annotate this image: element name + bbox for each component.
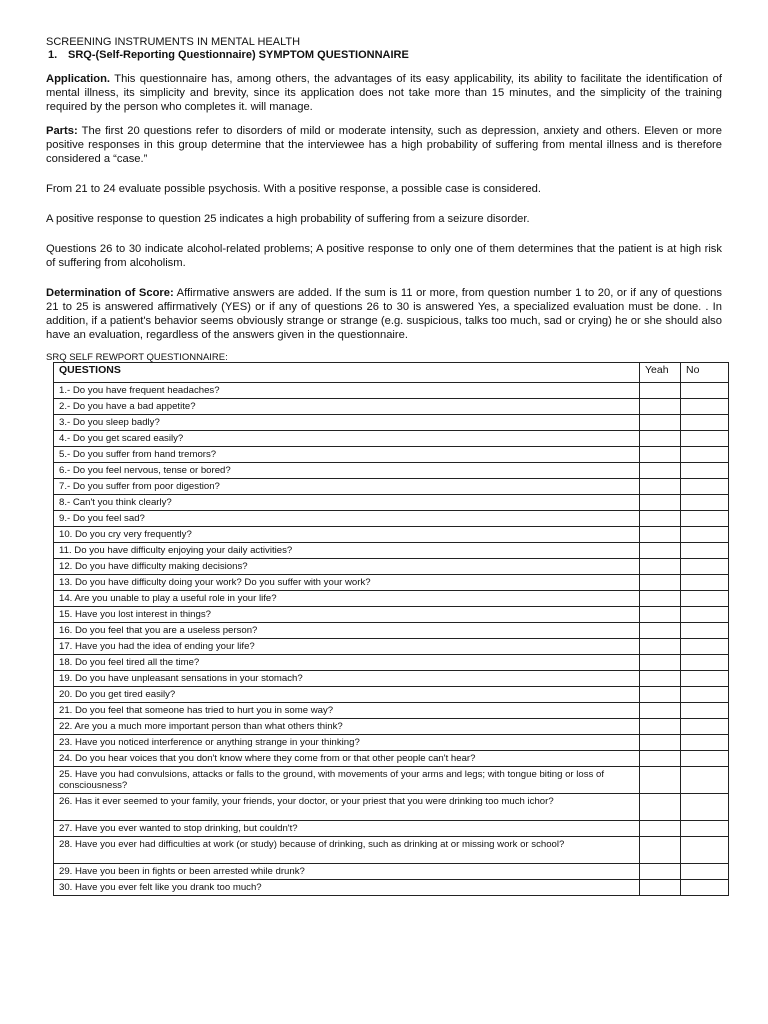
table-row bbox=[54, 671, 729, 687]
table-row bbox=[54, 735, 729, 751]
answer-no-cell[interactable] bbox=[681, 655, 729, 671]
table-row bbox=[54, 837, 729, 864]
table-row bbox=[54, 543, 729, 559]
answer-no-cell[interactable] bbox=[681, 671, 729, 687]
answer-yes-cell[interactable] bbox=[640, 687, 681, 703]
question-text: 7.- Do you suffer from poor digestion? bbox=[54, 479, 640, 495]
answer-yes-cell[interactable] bbox=[640, 880, 681, 896]
table-header-row bbox=[54, 363, 729, 383]
answer-no-cell[interactable] bbox=[681, 591, 729, 607]
table-row bbox=[54, 479, 729, 495]
table-row bbox=[54, 575, 729, 591]
questionnaire-table bbox=[53, 362, 729, 896]
table-row bbox=[54, 623, 729, 639]
table-row bbox=[54, 607, 729, 623]
subtitle-number: 1. bbox=[48, 49, 58, 61]
seizure-paragraph: A positive response to question 25 indicates a high probability of suffering from a seizure disorder. bbox=[46, 213, 530, 225]
question-text: 28. Have you ever had difficulties at work (or study) because of drinking, such as drinking at or missing work or school? bbox=[54, 837, 640, 864]
section-title: SCREENING INSTRUMENTS IN MENTAL HEALTH bbox=[46, 36, 301, 48]
answer-no-cell[interactable] bbox=[681, 575, 729, 591]
answer-no-cell[interactable] bbox=[681, 479, 729, 495]
answer-no-cell[interactable] bbox=[681, 837, 729, 864]
answer-yes-cell[interactable] bbox=[640, 415, 681, 431]
table-row bbox=[54, 655, 729, 671]
answer-no-cell[interactable] bbox=[681, 880, 729, 896]
answer-no-cell[interactable] bbox=[681, 639, 729, 655]
answer-no-cell[interactable] bbox=[681, 415, 729, 431]
answer-no-cell[interactable] bbox=[681, 751, 729, 767]
application-paragraph bbox=[46, 72, 722, 114]
table-row bbox=[54, 751, 729, 767]
question-text: 9.- Do you feel sad? bbox=[54, 511, 640, 527]
answer-yes-cell[interactable] bbox=[640, 383, 681, 399]
answer-no-cell[interactable] bbox=[681, 719, 729, 735]
answer-yes-cell[interactable] bbox=[640, 639, 681, 655]
application-text: This questionnaire has, among others, the advantages of its easy applicability, its ability to facilitate the identification of mental illness, its simplicity and brevity, since its application does not take more than 15 minutes, and the simplicity of the training required by the person who completes it. will manage. bbox=[46, 73, 722, 113]
header-yes: Yeah bbox=[640, 363, 681, 383]
answer-yes-cell[interactable] bbox=[640, 623, 681, 639]
table-row bbox=[54, 431, 729, 447]
question-text: 1.- Do you have frequent headaches? bbox=[54, 383, 640, 399]
answer-yes-cell[interactable] bbox=[640, 527, 681, 543]
answer-yes-cell[interactable] bbox=[640, 495, 681, 511]
table-row bbox=[54, 591, 729, 607]
answer-no-cell[interactable] bbox=[681, 447, 729, 463]
table-row bbox=[54, 495, 729, 511]
answer-yes-cell[interactable] bbox=[640, 431, 681, 447]
answer-yes-cell[interactable] bbox=[640, 767, 681, 794]
answer-yes-cell[interactable] bbox=[640, 511, 681, 527]
question-text: 11. Do you have difficulty enjoying your daily activities? bbox=[54, 543, 640, 559]
answer-yes-cell[interactable] bbox=[640, 447, 681, 463]
table-row bbox=[54, 687, 729, 703]
table-body bbox=[54, 383, 729, 896]
answer-yes-cell[interactable] bbox=[640, 864, 681, 880]
answer-yes-cell[interactable] bbox=[640, 655, 681, 671]
table-row bbox=[54, 703, 729, 719]
table-row bbox=[54, 794, 729, 821]
answer-yes-cell[interactable] bbox=[640, 575, 681, 591]
question-text: 3.- Do you sleep badly? bbox=[54, 415, 640, 431]
parts-text: The first 20 questions refer to disorders of mild or moderate intensity, such as depression, anxiety and others. Eleven or more positive responses in this group determine that the interviewee has a high probability of suffering from mental illness and is therefore considered a “case.” bbox=[46, 125, 722, 165]
answer-yes-cell[interactable] bbox=[640, 479, 681, 495]
table-row bbox=[54, 383, 729, 399]
answer-no-cell[interactable] bbox=[681, 703, 729, 719]
answer-yes-cell[interactable] bbox=[640, 821, 681, 837]
question-text: 19. Do you have unpleasant sensations in your stomach? bbox=[54, 671, 640, 687]
question-text: 15. Have you lost interest in things? bbox=[54, 607, 640, 623]
table-row bbox=[54, 527, 729, 543]
question-text: 24. Do you hear voices that you don't know where they come from or that other people can't hear? bbox=[54, 751, 640, 767]
table-row bbox=[54, 639, 729, 655]
question-text: 8.- Can't you think clearly? bbox=[54, 495, 640, 511]
question-text: 12. Do you have difficulty making decisions? bbox=[54, 559, 640, 575]
answer-no-cell[interactable] bbox=[681, 399, 729, 415]
question-text: 10. Do you cry very frequently? bbox=[54, 527, 640, 543]
question-text: 22. Are you a much more important person than what others think? bbox=[54, 719, 640, 735]
answer-yes-cell[interactable] bbox=[640, 719, 681, 735]
answer-no-cell[interactable] bbox=[681, 687, 729, 703]
answer-no-cell[interactable] bbox=[681, 431, 729, 447]
application-label: Application. bbox=[46, 73, 111, 85]
question-text: 17. Have you had the idea of ending your life? bbox=[54, 639, 640, 655]
question-text: 5.- Do you suffer from hand tremors? bbox=[54, 447, 640, 463]
question-text: 26. Has it ever seemed to your family, your friends, your doctor, or your priest that you were drinking too much ichor? bbox=[54, 794, 640, 821]
question-text: 6.- Do you feel nervous, tense or bored? bbox=[54, 463, 640, 479]
table-row bbox=[54, 864, 729, 880]
answer-no-cell[interactable] bbox=[681, 495, 729, 511]
document-page bbox=[46, 36, 722, 893]
answer-no-cell[interactable] bbox=[681, 511, 729, 527]
answer-yes-cell[interactable] bbox=[640, 735, 681, 751]
answer-yes-cell[interactable] bbox=[640, 591, 681, 607]
table-row bbox=[54, 821, 729, 837]
question-text: 21. Do you feel that someone has tried to hurt you in some way? bbox=[54, 703, 640, 719]
table-row bbox=[54, 511, 729, 527]
score-text: Affirmative answers are added. If the sum is 11 or more, from question number 1 to 20, or if any of questions 21 to 25 is answered affirmatively (YES) or if any of questions 26 to 30 is answered Yes, a specialized evaluation must be done. . In addition, if a patient's behavior seems obviously strange or strange (e.g. suspicious, talks too much, sad or crying) he or she should also have an evaluation, regardless of the answers given in the questionnaire. bbox=[46, 287, 722, 341]
table-row bbox=[54, 719, 729, 735]
question-text: 18. Do you feel tired all the time? bbox=[54, 655, 640, 671]
header-no: No bbox=[681, 363, 729, 383]
subtitle-text: SRQ-(Self-Reporting Questionnaire) SYMPTOM QUESTIONNAIRE bbox=[68, 49, 409, 61]
answer-yes-cell[interactable] bbox=[640, 703, 681, 719]
answer-no-cell[interactable] bbox=[681, 767, 729, 794]
answer-yes-cell[interactable] bbox=[640, 794, 681, 821]
table-caption: SRQ SELF REWPORT QUESTIONNAIRE: bbox=[46, 352, 228, 363]
question-text: 13. Do you have difficulty doing your work? Do you suffer with your work? bbox=[54, 575, 640, 591]
question-text: 16. Do you feel that you are a useless person? bbox=[54, 623, 640, 639]
questionnaire-subtitle bbox=[48, 49, 722, 62]
answer-no-cell[interactable] bbox=[681, 463, 729, 479]
parts-label: Parts: bbox=[46, 125, 78, 137]
answer-yes-cell[interactable] bbox=[640, 751, 681, 767]
answer-yes-cell[interactable] bbox=[640, 399, 681, 415]
header-questions: QUESTIONS bbox=[54, 363, 640, 383]
answer-yes-cell[interactable] bbox=[640, 671, 681, 687]
parts-paragraph bbox=[46, 124, 722, 166]
question-text: 20. Do you get tired easily? bbox=[54, 687, 640, 703]
answer-no-cell[interactable] bbox=[681, 735, 729, 751]
question-text: 29. Have you been in fights or been arrested while drunk? bbox=[54, 864, 640, 880]
table-row bbox=[54, 559, 729, 575]
table-row bbox=[54, 415, 729, 431]
score-label: Determination of Score: bbox=[46, 287, 174, 299]
answer-no-cell[interactable] bbox=[681, 623, 729, 639]
question-text: 4.- Do you get scared easily? bbox=[54, 431, 640, 447]
question-text: 23. Have you noticed interference or anything strange in your thinking? bbox=[54, 735, 640, 751]
question-text: 27. Have you ever wanted to stop drinking, but couldn't? bbox=[54, 821, 640, 837]
question-text: 2.- Do you have a bad appetite? bbox=[54, 399, 640, 415]
answer-yes-cell[interactable] bbox=[640, 543, 681, 559]
answer-no-cell[interactable] bbox=[681, 794, 729, 821]
answer-no-cell[interactable] bbox=[681, 527, 729, 543]
alcohol-paragraph: Questions 26 to 30 indicate alcohol-related problems; A positive response to only one of them determines that the patient is at high risk of suffering from alcoholism. bbox=[46, 243, 722, 269]
answer-no-cell[interactable] bbox=[681, 383, 729, 399]
score-paragraph bbox=[46, 286, 722, 342]
question-text: 14. Are you unable to play a useful role in your life? bbox=[54, 591, 640, 607]
answer-no-cell[interactable] bbox=[681, 543, 729, 559]
answer-yes-cell[interactable] bbox=[640, 559, 681, 575]
question-text: 25. Have you had convulsions, attacks or falls to the ground, with movements of your arms and legs; with tongue biting or loss of consciousness? bbox=[54, 767, 640, 794]
table-row bbox=[54, 399, 729, 415]
question-text: 30. Have you ever felt like you drank too much? bbox=[54, 880, 640, 896]
psychosis-paragraph: From 21 to 24 evaluate possible psychosis. With a positive response, a possible case is considered. bbox=[46, 183, 541, 195]
table-row bbox=[54, 447, 729, 463]
answer-yes-cell[interactable] bbox=[640, 837, 681, 864]
table-row bbox=[54, 767, 729, 794]
answer-yes-cell[interactable] bbox=[640, 607, 681, 623]
answer-no-cell[interactable] bbox=[681, 821, 729, 837]
answer-no-cell[interactable] bbox=[681, 864, 729, 880]
table-row bbox=[54, 880, 729, 896]
answer-no-cell[interactable] bbox=[681, 559, 729, 575]
answer-no-cell[interactable] bbox=[681, 607, 729, 623]
table-row bbox=[54, 463, 729, 479]
answer-yes-cell[interactable] bbox=[640, 463, 681, 479]
